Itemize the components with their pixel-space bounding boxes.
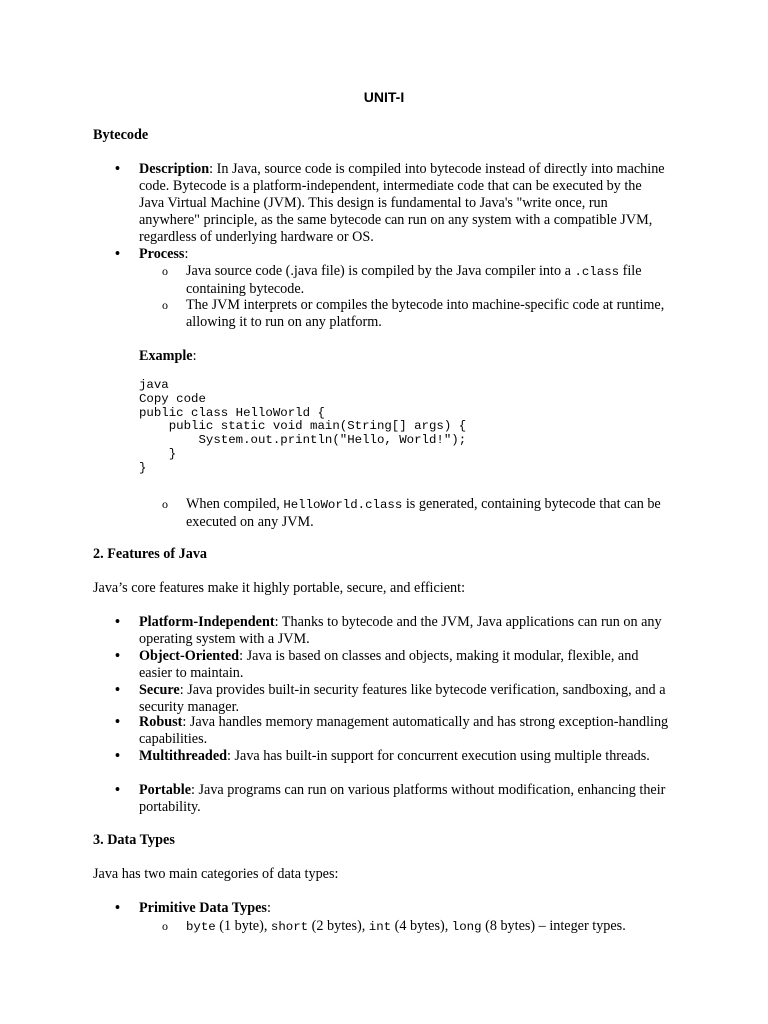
bullet-marker: •	[115, 782, 120, 798]
feature-item: Multithreaded: Java has built-in support for concurrent execution using multiple threads.	[139, 748, 650, 764]
primitive-types-item: Primitive Data Types:	[139, 900, 271, 916]
bullet-marker: •	[115, 682, 120, 698]
page-title: UNIT-I	[363, 89, 405, 105]
bullet-marker: •	[115, 900, 120, 916]
feature-item: Object-Oriented: Java is based on classes and objects, making it modular, flexible, and easier to maintain.	[139, 648, 639, 681]
features-intro: Java’s core features make it highly portable, secure, and efficient:	[93, 580, 466, 596]
example-label: Example:	[139, 348, 197, 364]
feature-item: Portable: Java programs can run on various platforms without modification, enhancing their portability.	[139, 782, 666, 815]
process-label: Process	[139, 246, 185, 262]
inline-code: HelloWorld.class	[283, 498, 403, 512]
sub-bullet-marker: o	[162, 298, 168, 312]
bullet-marker: •	[115, 614, 120, 630]
description-text: : In Java, source code is compiled into bytecode instead of directly into machine code. Bytecode is a platform-independent, intermediate code that can be executed by the Java Virtual Machine (JVM). This design is fundamental to Java's "write once, run anywhere" principle, as the same bytecode can run on any system with a compatible JVM, regardless of underlying hardware or OS.	[139, 161, 665, 245]
bullet-marker: •	[115, 714, 120, 730]
compiled-note: When compiled, HelloWorld.class is generated, containing bytecode that can be executed on any JVM.	[186, 496, 661, 530]
feature-item: Secure: Java provides built-in security features like bytecode verification, sandboxing, and a security manager.	[139, 682, 666, 715]
sub-bullet-marker: o	[162, 919, 168, 933]
bullet-marker: •	[115, 648, 120, 664]
process-step: Java source code (.java file) is compiled by the Java compiler into a .class file containing bytecode.	[186, 263, 642, 297]
bullet-marker: •	[115, 748, 120, 764]
data-types-intro: Java has two main categories of data types:	[93, 866, 339, 882]
section-heading-bytecode: Bytecode	[93, 127, 149, 143]
code-block: java Copy code public class HelloWorld { public static void main(String[] args) { System.out.println("Hello, World!"); } }	[139, 378, 467, 475]
section-heading-data-types: 3. Data Types	[93, 832, 175, 848]
section-heading-features: 2. Features of Java	[93, 546, 208, 562]
feature-item: Robust: Java handles memory management automatically and has strong exception-handling capabilities.	[139, 714, 669, 747]
process-item: Process:	[139, 246, 189, 262]
description-label: Description	[139, 161, 210, 177]
bullet-marker: •	[115, 246, 120, 262]
feature-item: Platform-Independent: Thanks to bytecode and the JVM, Java applications can run on any operating system with a JVM.	[139, 614, 662, 647]
sub-bullet-marker: o	[162, 264, 168, 278]
sub-bullet-marker: o	[162, 497, 168, 511]
process-step: The JVM interprets or compiles the bytecode into machine-specific code at runtime, allowing it to run on any platform.	[186, 297, 665, 330]
description-paragraph	[139, 161, 669, 246]
integer-types-line: byte (1 byte), short (2 bytes), int (4 bytes), long (8 bytes) – integer types.	[186, 918, 626, 934]
bullet-marker: •	[115, 161, 120, 177]
inline-code: .class	[574, 265, 620, 279]
